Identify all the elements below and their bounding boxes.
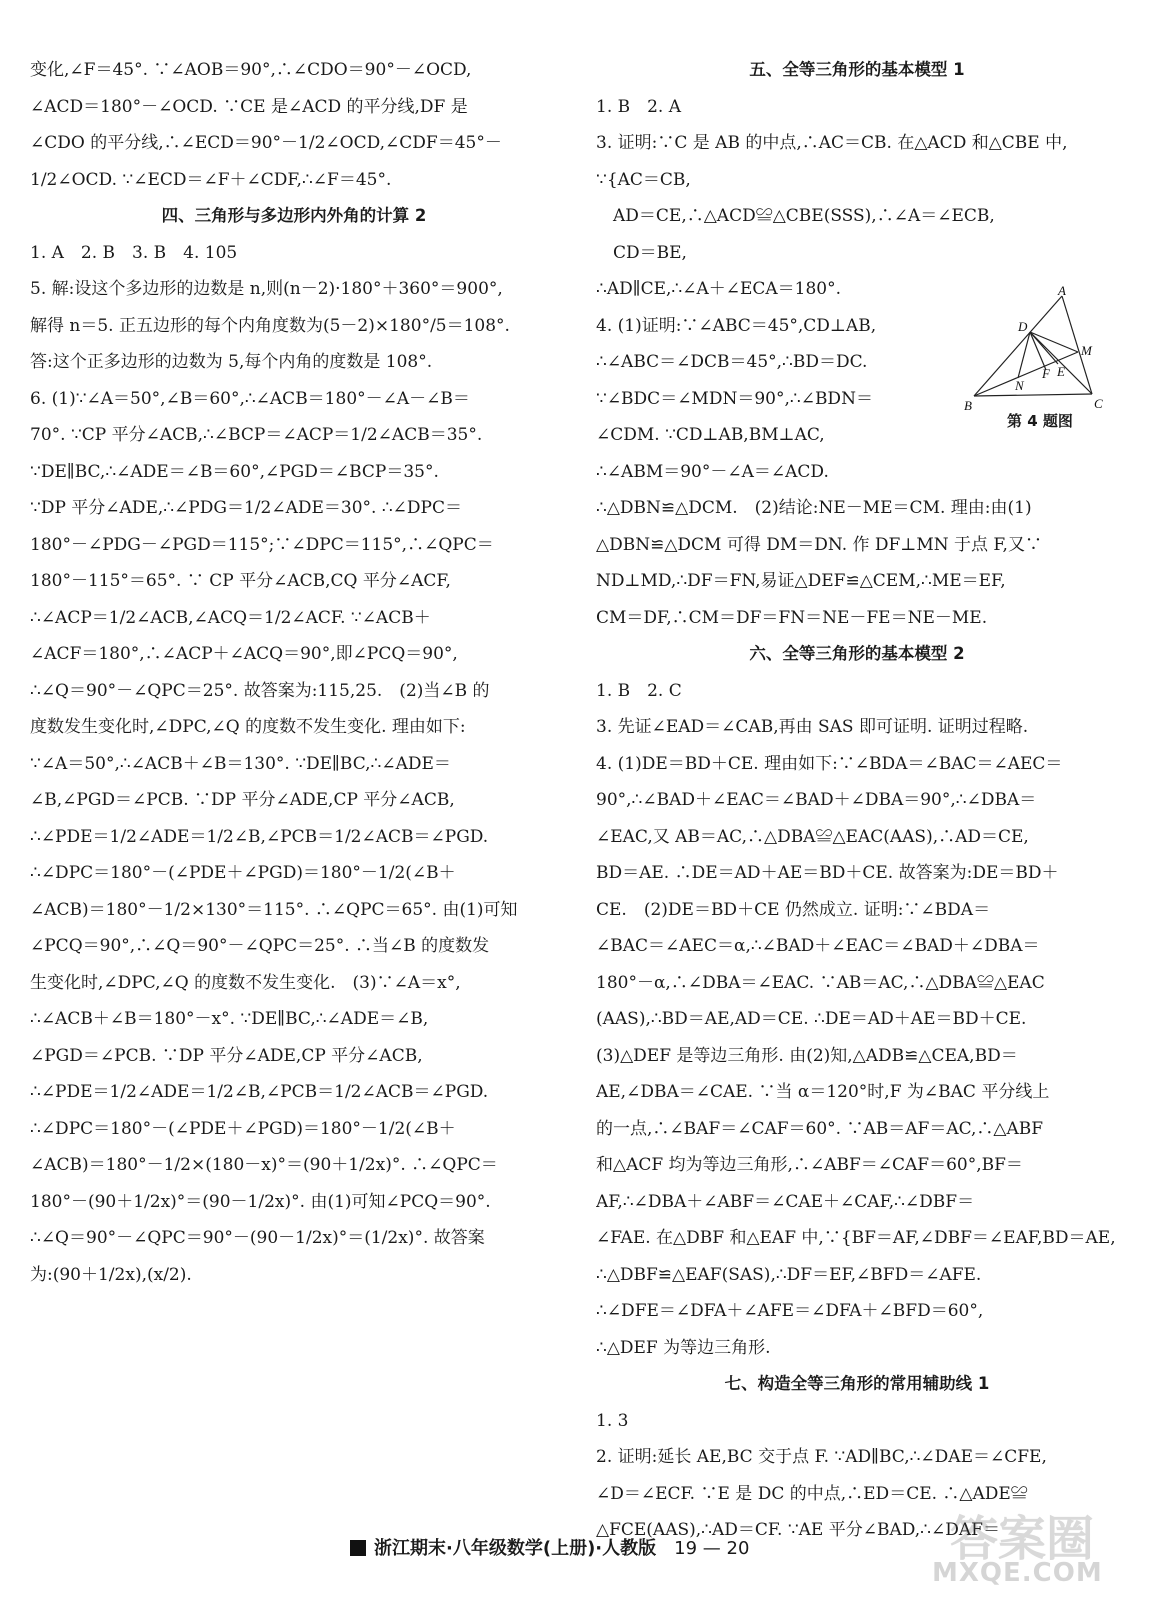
text-line: ∠EAC,又 AB＝AC,∴△DBA≌△EAC(AAS),∴AD＝CE, [596,826,1029,847]
text-line: CE. (2)DE＝BD＋CE 仍然成立. 证明:∵∠BDA＝ [596,899,991,920]
text-line: 变化,∠F＝45°. ∵∠AOB＝90°,∴∠CDO＝90°－∠OCD, [30,60,472,80]
text-line: 为:(90＋1/2x),(x/2). [30,1264,192,1285]
footer-title: 浙江期末·八年级数学(上册)·人教版 [374,1538,657,1559]
text-line: (AAS),∴BD＝AE,AD＝CE. ∴DE＝AD＋AE＝BD＋CE. [596,1009,1027,1029]
text-line: ∴∠DPC＝180°－(∠PDE＋∠PGD)＝180°－1/2(∠B＋ [30,863,456,883]
triangle-diagram [962,286,1118,416]
label-E: E [1057,364,1065,379]
page-footer [350,1534,810,1564]
right-column [596,52,1118,1549]
watermark-text: MXQE.COM [932,1558,1103,1588]
text-line: ∴∠DPC＝180°－(∠PDE＋∠PGD)＝180°－1/2(∠B＋ [30,1118,456,1139]
section-heading: 五、全等三角形的基本模型 1 [749,60,965,79]
page-numbers: 19 — 20 [674,1538,750,1559]
text-line: ∠ACF＝180°,∴∠ACP＋∠ACQ＝90°,即∠PCQ＝90°, [30,644,458,664]
text-line: 90°,∴∠BAD＋∠EAC＝∠BAD＋∠DBA＝90°,∴∠DBA＝ [596,790,1037,810]
text-line: ∠ACB)＝180°－1/2×130°＝115°. ∴∠QPC＝65°. 由(1)可知 [30,899,518,920]
text-line: ∴∠Q＝90°－∠QPC＝25°. 故答案为:115,25. (2)当∠B 的 [30,680,490,701]
text-line: 1. 3 [596,1410,629,1431]
text-line: 3. 先证∠EAD＝∠CAB,再由 SAS 即可证明. 证明过程略. [596,717,1029,737]
text-line: 70°. ∵CP 平分∠ACB,∴∠BCP＝∠ACP＝1/2∠ACB＝35°. [30,425,483,445]
text-line: 的一点,∴∠BAF＝∠CAF＝60°. ∵AB＝AF＝AC,∴△ABF [596,1118,1044,1139]
text-line: BD＝AE. ∴DE＝AD＋AE＝BD＋CE. 故答案为:DE＝BD＋ [596,863,1059,883]
text-line: ∠CDM. ∵CD⊥AB,BM⊥AC, [596,425,825,445]
text-line: AD＝CE,∴△ACD≌△CBE(SSS),∴∠A＝∠ECB, [596,206,995,226]
text-line: ∠ACD＝180°－∠OCD. ∵CE 是∠ACD 的平分线,DF 是 [30,96,468,117]
text-line: ∠PGD＝∠PCB. ∵DP 平分∠ADE,CP 平分∠ACB, [30,1045,423,1066]
text-line: ∠ACB)＝180°－1/2×(180－x)°＝(90＋1/2x)°. ∴∠QPC＝ [30,1155,498,1175]
label-D: D [1018,319,1028,334]
text-line: 3. 证明:∵C 是 AB 的中点,∴AC＝CB. 在△ACD 和△CBE 中, [596,133,1068,153]
text-line: ∴△DBF≌△EAF(SAS),∴DF＝EF,∠BFD＝∠AFE. [596,1264,982,1285]
text-line: ∴∠Q＝90°－∠QPC＝90°－(90－1/2x)°＝(1/2x)°. 故答案 [30,1228,485,1248]
text-line: ∴∠ACP＝1/2∠ACB,∠ACQ＝1/2∠ACF. ∵∠ACB＋ [30,607,431,628]
text-line: AF,∴∠DBA＋∠ABF＝∠CAE＋∠CAF,∴∠DBF＝ [596,1191,975,1212]
label-F: F [1042,366,1050,381]
text-line: 答:这个正多边形的边数为 5,每个内角的度数是 108°. [30,352,433,372]
text-line: △DBN≌△DCM 可得 DM＝DN. 作 DF⊥MN 于点 F,又∵ [596,534,1042,555]
label-M: M [1081,343,1092,358]
text-line: ∵{AC＝CB, [596,169,691,190]
section-heading: 六、全等三角形的基本模型 2 [749,644,965,663]
text-line: 4. (1)证明:∵∠ABC＝45°,CD⊥AB, [596,315,877,336]
text-line: ∴△DBN≌△DCM. (2)结论:NE－ME＝CM. 理由:由(1) [596,498,1032,518]
label-C: C [1094,396,1103,411]
text-line: ∵∠BDC＝∠MDN＝90°,∴∠BDN＝ [596,388,873,409]
text-line: 180°－115°＝65°. ∵ CP 平分∠ACB,CQ 平分∠ACF, [30,571,451,591]
text-line: ∴△DEF 为等边三角形. [596,1337,771,1358]
text-line: ∠CDO 的平分线,∴∠ECD＝90°－1/2∠OCD,∠CDF＝45°－ [30,133,502,153]
text-line: ∠FAE. 在△DBF 和△EAF 中,∵{BF＝AF,∠DBF＝∠EAF,BD＝AE, [596,1228,1116,1248]
text-line: 4. (1)DE＝BD＋CE. 理由如下:∵∠BDA＝∠BAC＝∠AEC＝ [596,753,1063,774]
text-line: ∴∠ABM＝90°－∠A＝∠ACD. [596,461,829,482]
text-line: (3)△DEF 是等边三角形. 由(2)知,△ADB≌△CEA,BD＝ [596,1045,1018,1066]
text-line: 度数发生变化时,∠DPC,∠Q 的度数不发生变化. 理由如下: [30,717,466,737]
text-line: ∠B,∠PGD＝∠PCB. ∵DP 平分∠ADE,CP 平分∠ACB, [30,790,455,810]
left-column [30,52,558,1293]
section-heading: 七、构造全等三角形的常用辅助线 1 [724,1374,990,1393]
text-line: ∵DP 平分∠ADE,∴∠PDG＝1/2∠ADE＝30°. ∴∠DPC＝ [30,498,462,518]
text-line: ∴AD∥CE,∴∠A＋∠ECA＝180°. [596,279,842,299]
text-line: 解得 n＝5. 正五边形的每个内角度数为(5－2)×180°/5＝108°. [30,315,510,336]
text-line: 5. 解:设这个多边形的边数是 n,则(n－2)·180°＋360°＝900°, [30,279,503,299]
text-line: △FCE(AAS),∴AD＝CF. ∵AE 平分∠BAD,∴∠DAF＝ [596,1520,1000,1540]
text-line: ∴∠PDE＝1/2∠ADE＝1/2∠B,∠PCB＝1/2∠ACB＝∠PGD. [30,1082,489,1102]
text-line: ∠D＝∠ECF. ∵E 是 DC 的中点,∴ED＝CE. ∴△ADE≌ [596,1483,1028,1504]
text-line: ∴∠ACB＋∠B＝180°－x°. ∵DE∥BC,∴∠ADE＝∠B, [30,1009,429,1029]
text-line: 生变化时,∠DPC,∠Q 的度数不发生变化. (3)∵∠A＝x°, [30,972,461,993]
text-line: ∴∠PDE＝1/2∠ADE＝1/2∠B,∠PCB＝1/2∠ACB＝∠PGD. [30,826,489,847]
text-line: 1/2∠OCD. ∵∠ECD＝∠F＋∠CDF,∴∠F＝45°. [30,169,392,190]
text-line: ND⊥MD,∴DF＝FN,易证△DEF≌△CEM,∴ME＝EF, [596,571,1006,591]
text-line: ∵DE∥BC,∴∠ADE＝∠B＝60°,∠PGD＝∠BCP＝35°. [30,461,439,482]
footer-square-icon [350,1540,366,1556]
text-line: AE,∠DBA＝∠CAE. ∵当 α＝120°时,F 为∠BAC 平分线上 [596,1082,1050,1102]
watermark-logo [920,1500,1120,1590]
text-line: 1. B 2. C [596,680,682,701]
text-line: 180°－(90＋1/2x)°＝(90－1/2x)°. 由(1)可知∠PCQ＝90°. [30,1191,491,1212]
text-line: ∴∠DFE＝∠DFA＋∠AFE＝∠DFA＋∠BFD＝60°, [596,1301,984,1321]
text-line: 1. A 2. B 3. B 4. 105 [30,242,238,263]
text-line: 2. 证明:延长 AE,BC 交于点 F. ∵AD∥BC,∴∠DAE＝∠CFE, [596,1447,1047,1467]
label-B: B [964,398,972,413]
figure-caption: 第 4 题图 [1007,412,1073,430]
text-line: 1. B 2. A [596,96,682,117]
text-line: CD＝BE, [596,242,687,263]
text-line: 和△ACF 均为等边三角形,∴∠ABF＝∠CAF＝60°,BF＝ [596,1155,1023,1175]
text-line: ∠PCQ＝90°,∴∠Q＝90°－∠QPC＝25°. ∴当∠B 的度数发 [30,936,490,956]
label-N: N [1015,378,1024,393]
text-line: 180°－∠PDG－∠PGD＝115°;∵∠DPC＝115°,∴∠QPC＝ [30,534,494,555]
label-A: A [1058,286,1066,298]
text-line: ∴∠ABC＝∠DCB＝45°,∴BD＝DC. [596,352,868,372]
text-line: ∠BAC＝∠AEC＝α,∴∠BAD＋∠EAC＝∠BAD＋∠DBA＝ [596,936,1040,956]
text-line: 6. (1)∵∠A＝50°,∠B＝60°,∴∠ACB＝180°－∠A－∠B＝ [30,388,470,409]
text-line: CM＝DF,∴CM＝DF＝FN＝NE－FE＝NE－ME. [596,607,988,628]
watermark-glyph-icon: 答案圈 [950,1511,1095,1567]
text-line: ∵∠A＝50°,∴∠ACB＋∠B＝130°. ∵DE∥BC,∴∠ADE＝ [30,753,451,774]
text-line: 180°－α,∴∠DBA＝∠EAC. ∵AB＝AC,∴△DBA≌△EAC [596,972,1045,993]
section-heading: 四、三角形与多边形内外角的计算 2 [161,206,427,225]
